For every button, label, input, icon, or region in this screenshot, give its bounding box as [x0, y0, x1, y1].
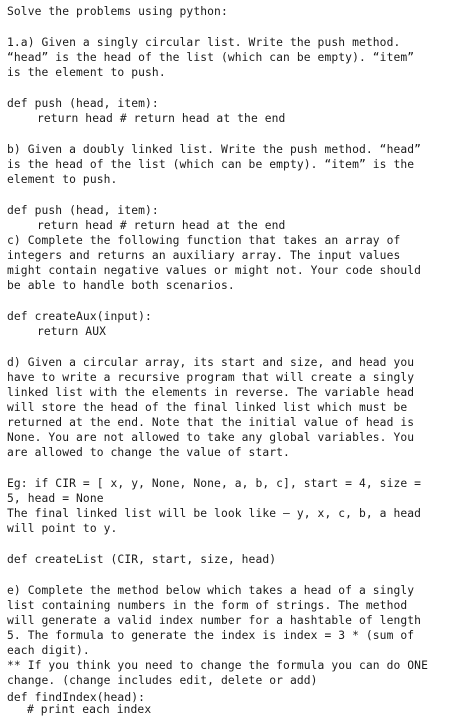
question-b-line-2: is the head of the list (which can be empty). “item” is the	[7, 158, 415, 171]
intro-line: Solve the problems using python:	[7, 5, 228, 18]
question-d-line-2: have to write a recursive program that will create a singly	[7, 371, 415, 384]
question-a-line-3: is the element to push.	[7, 66, 166, 79]
example-d-line-1: Eg: if CIR = [ x, y, None, None, a, b, c], start = 4, size =	[7, 477, 422, 490]
question-d-line-4: will store the head of the final linked list which must be	[7, 401, 408, 414]
question-e-note-2: change. (change includes edit, delete or add)	[7, 674, 318, 687]
code-b-return: return head # return head at the end	[37, 219, 286, 232]
question-c-line-4: be able to handle both scenarios.	[7, 279, 235, 292]
code-c-return: return AUX	[37, 325, 107, 338]
question-a-line-1: 1.a) Given a singly circular list. Write the push method.	[7, 36, 401, 49]
question-d-line-7: are allowed to change the value of start.	[7, 446, 290, 459]
code-b-def: def push (head, item):	[7, 204, 159, 217]
question-e-note-1: ** If you think you need to change the formula you can do ONE	[7, 659, 428, 672]
question-d-line-6: None. You are not allowed to take any global variables. You	[7, 431, 415, 444]
question-d-line-5: returned at the end. Note that the initial value of head is	[7, 416, 415, 429]
example-d-line-2: 5, head = None	[7, 492, 104, 505]
code-a-return: return head # return head at the end	[37, 112, 286, 125]
question-e-line-2: list containing numbers in the form of strings. The method	[7, 599, 408, 612]
code-a-def: def push (head, item):	[7, 97, 159, 110]
code-e-comment: # print each index	[27, 703, 152, 716]
example-d-line-4: will point to y.	[7, 522, 118, 535]
question-e-line-5: each digit).	[7, 644, 90, 657]
question-e-line-4: 5. The formula to generate the index is index = 3 * (sum of	[7, 629, 415, 642]
question-a-line-2: “head” is the head of the list (which can be empty). “item”	[7, 51, 415, 64]
question-b-line-1: b) Given a doubly linked list. Write the push method. “head”	[7, 143, 422, 156]
code-d-def: def createList (CIR, start, size, head)	[7, 553, 277, 566]
question-d-line-3: linked list with the elements in reverse. The variable head	[7, 386, 415, 399]
question-c-line-3: might contain negative values or might not. Your code should	[7, 264, 422, 277]
example-d-line-3: The final linked list will be look like – y, x, c, b, a head	[7, 507, 422, 520]
question-e-line-1: e) Complete the method below which takes a head of a singly	[7, 584, 415, 597]
code-c-def: def createAux(input):	[7, 310, 152, 323]
question-d-line-1: d) Given a circular array, its start and size, and head you	[7, 356, 415, 369]
code-e-def: def findIndex(head):	[7, 691, 146, 704]
question-c-line-2: integers and returns an auxiliary array. The input values	[7, 249, 401, 262]
question-e-line-3: will generate a valid index number for a hashtable of length	[7, 614, 422, 627]
question-c-line-1: c) Complete the following function that takes an array of	[7, 234, 401, 247]
question-b-line-3: element to push.	[7, 173, 118, 186]
